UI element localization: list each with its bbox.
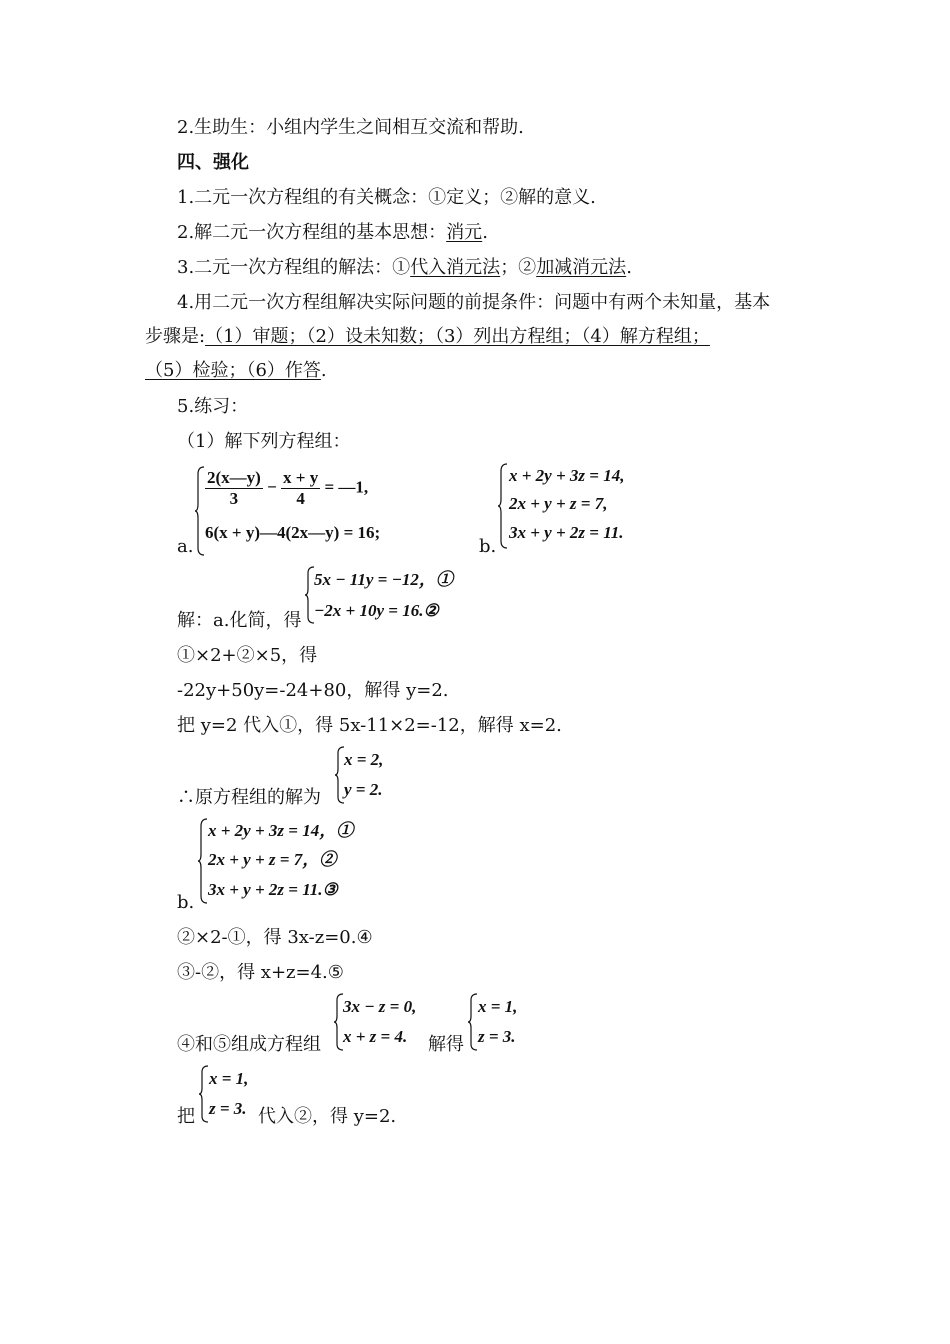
equation-sb-row1: x + 2y + 3z = 14，① <box>208 821 354 840</box>
label-a: a. <box>177 536 194 557</box>
text-line-substitute: 把 <box>177 1106 195 1127</box>
text-fragment: . <box>626 257 632 278</box>
fraction: $\frac{x + y}{4}$ <box>283 468 319 508</box>
underlined-answer: 加减消元法 <box>536 257 627 278</box>
equation-simplified-row2: −2x + 10y = 16.② <box>314 601 439 620</box>
underlined-answer: （1）审题；（2）设未知数；（3）列出方程组；（4）解方程组； <box>205 326 710 347</box>
text-line-solve-systems: （1）解下列方程组： <box>177 431 351 452</box>
text-line-step1: ①×2+②×5，得 <box>177 645 318 666</box>
equation-xz2-row1: x = 1, <box>209 1069 249 1088</box>
underlined-answer: 消元 <box>446 222 483 243</box>
label-b-solution: b. <box>177 892 195 913</box>
text-line-steps <box>145 326 710 348</box>
text-line-solution-a: 解：a.化简，得 <box>177 610 302 631</box>
text-line-substitute-result: 代入②，得 y=2. <box>258 1106 397 1127</box>
text-line-methods <box>177 257 632 279</box>
equation-c-row2: x + z = 4. <box>343 1027 408 1046</box>
text-fragment: 2.解二元一次方程组的基本思想： <box>177 222 447 243</box>
text-line-step3: 把 y=2 代入①，得 5x-11×2=-12，解得 x=2. <box>177 715 562 736</box>
equation-xz2-row2: z = 3. <box>209 1099 247 1118</box>
equation-b-row2: 2x + y + z = 7, <box>509 494 608 513</box>
text-line-step4: ②×2-①，得 3x-z=0.④ <box>177 927 373 948</box>
underlined-answer: 代入消元法 <box>410 257 501 278</box>
equation-sb-row2: 2x + y + z = 7，② <box>208 850 337 869</box>
equation-xy-row2: y = 2. <box>344 780 383 799</box>
equation-sb-row3: 3x + y + 2z = 11.③ <box>208 880 338 899</box>
text-fragment: . <box>320 360 327 381</box>
text-fragment: ；② <box>500 257 537 278</box>
section-heading: 四、强化 <box>177 152 249 173</box>
text-line-concepts: 1.二元一次方程组的有关概念：①定义；②解的意义. <box>177 187 596 208</box>
text-line-combine: ④和⑤组成方程组 <box>177 1034 321 1055</box>
equation-a-row1: $\frac{2(x—y)}{3}$ − $\frac{x + y}{4}$ = —1, <box>207 468 369 508</box>
text-line-steps-end <box>145 360 327 382</box>
text-line-step5: ③-②，得 x+z=4.⑤ <box>177 962 344 983</box>
text-line-result-a: ∴原方程组的解为 <box>177 787 321 808</box>
text-fragment: 3.二元一次方程组的解法：① <box>177 257 411 278</box>
underlined-answer: （5）检验；（6）作答 <box>145 360 321 381</box>
equation-a-row2: 6(x + y)—4(2x—y) = 16; <box>205 523 381 542</box>
equation-xz-row2: z = 3. <box>478 1027 516 1046</box>
equation-c-row1: 3x − z = 0, <box>343 997 417 1016</box>
text-line-step2: -22y+50y=-24+80，解得 y=2. <box>177 680 449 701</box>
equation-xz-row1: x = 1, <box>478 997 518 1016</box>
label-b: b. <box>479 536 497 557</box>
equation-b-row3: 3x + y + 2z = 11. <box>509 523 624 542</box>
brace-icon <box>497 463 509 549</box>
equation-b-row1: x + 2y + 3z = 14, <box>509 466 625 485</box>
text-fragment: 步骤是: <box>145 326 206 347</box>
fraction: $\frac{2(x—y)}{3}$ <box>207 468 261 508</box>
text-line-basic-idea <box>177 222 488 244</box>
text-line-solve: 解得 <box>428 1034 464 1055</box>
equation-simplified-row1: 5x − 11y = −12，① <box>314 570 453 589</box>
text-fragment: . <box>482 222 488 243</box>
text-line-peer-help: 2.生助生：小组内学生之间相互交流和帮助. <box>177 117 524 138</box>
text-line-steps-intro: 4.用二元一次方程组解决实际问题的前提条件：问题中有两个未知量，基本 <box>177 292 771 313</box>
equation-xy-row1: x = 2, <box>344 750 384 769</box>
text-line-practice: 5.练习： <box>177 396 249 417</box>
